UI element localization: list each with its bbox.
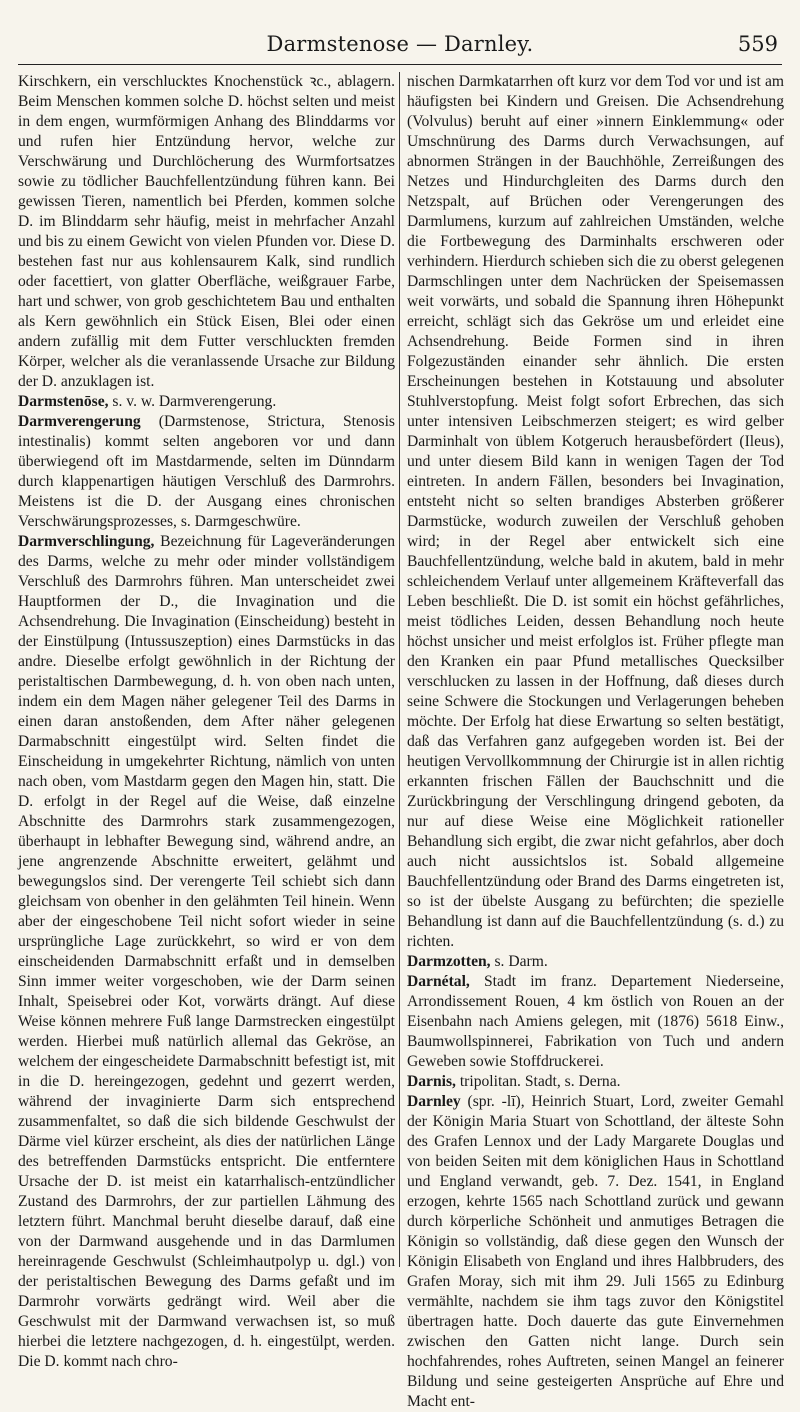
entry-text: tripolitan. Stadt, s. Derna. (455, 1073, 621, 1090)
entry-darmverengerung (18, 412, 395, 532)
column-divider (399, 72, 400, 1267)
entry-darnetal (407, 972, 784, 1072)
page-header (18, 30, 782, 65)
entry-text: Stadt im franz. Departement Niederseine, Arrondissement Rouen, 4 km östlich von Rouen an der Eisenbahn nach Amiens gelegen, mit (1876) 5618 Einw., Baumwollspinnerei, Fabrikation von Tuch und andern Geweben sowie Stoffdruckerei. (407, 973, 784, 1070)
entry-lemma: Darnétal, (407, 973, 470, 990)
entry-lemma: Darmzotten, (407, 953, 491, 970)
entry-text: s. v. w. Darmverengerung. (108, 393, 277, 410)
paragraph-continuation: nischen Darmkatarrhen oft kurz vor dem Tod vor und ist am häufigsten bei Kindern und Greisen. Die Achsendrehung (Volvulus) beruht auf einer »innern Einklemmung« oder Umschnürung des Darms durch Verwachsungen, auf abnormen Strängen in der Bauchhöhle, Zerreißungen des Netzes und Hindurchgleiten des Darms durch den Netzspalt, auf Brüchen oder Verengerungen des Darmlumens, kurzum auf zahlreichen Umständen, welche die Fortbewegung des Darminhalts erschweren oder verhindern. Hierdurch schieben sich die zu oberst gelegenen Darmschlingen unter dem Nachrücken der Speisemassen weit vorwärts, und sobald die Spannung ihren Höhepunkt erreicht, schlägt sich das Gekröse um und erleidet eine Achsendrehung. Beide Formen sind in ihren Folgezuständen einander sehr ähnlich. Die ersten Erscheinungen bestehen in Kotstauung und absoluter Stuhlverstopfung. Meist folgt sofort Erbrechen, das sich unter intensiven Leibschmerzen steigert; es wird gelber Darminhalt von üblem Kotgeruch herausbefördert (Ileus), und unter diesem Bild kann in wenigen Tagen der Tod eintreten. In andern Fällen, besonders bei Invagination, entsteht nicht so selten brandiges Absterben größerer Darmstücke, wodurch zuweilen der Verschluß gehoben wird; in der Regel aber entwickelt sich eine Bauchfellentzündung, welche bald in akutem, bald in mehr schleichendem Verlauf unter allgemeinem Kräfteverfall das Leben beschließt. Die D. ist somit ein höchst gefährliches, meist tödliches Leiden, dessen Behandlung noch heute höchst unsicher und meist erfolglos ist. Früher pflegte man den Kranken ein paar Pfund metallisches Quecksilber verschlucken zu lassen in der Hoffnung, daß dieses durch seine Schwere die Stockungen und Verlagerungen beheben möchte. Der Erfolg hat diese Erwartung so selten bestätigt, daß das Verfahren ganz aufgegeben worden ist. Bei der heutigen Vervollkommnung der Chirurgie ist in allen richtig erkannten frischen Fällen der Bauchschnitt und die Zurückbringung der Verschlingung dringend geboten, da nur auf diese Weise eine Möglichkeit rationeller Behandlung sich ergibt, die zwar nicht gefahrlos, aber doch auch nicht aussichtslos ist. Sobald allgemeine Bauchfellentzündung oder Brand des Darms eingetreten ist, so ist der übelste Ausgang zu befürchten; die spezielle Behandlung ist dann auf die Bauchfellentzündung (s. d.) zu richten. (407, 73, 784, 950)
entry-lemma: Darmverengerung (18, 413, 141, 430)
running-title: Darmstenose — Darnley. (266, 32, 534, 56)
entry-lemma: Darnley (407, 1093, 461, 1110)
entry-text: (spr. -lī), Heinrich Stuart, Lord, zweiter Gemahl der Königin Maria Stuart von Schottland, der älteste Sohn des Grafen Lennox und der Lady Margarete Douglas und von beiden Seiten mit dem königlichen Haus in Schottland und England verwandt, geb. 7. Dez. 1541, in England erzogen, kehrte 1565 nach Schottland zurück und gewann durch körperliche Schönheit und anmutiges Betragen die Königin so vollständig, daß diese gegen den Wunsch der Königin Elisabeth von England und ihres Halbbruders, des Grafen Moray, sich mit ihm 29. Juli 1565 zu Edinburg vermählte, nachdem sie ihm tags zuvor den Königstitel übertragen hatte. Doch dauerte das gute Einvernehmen zwischen den Gatten nicht lange. Durch sein hochfahrendes, rohes Auftreten, seinen Mangel an feinerer Bildung und seine gesteigerten Ansprüche auf Ehre und Macht ent- (407, 1093, 784, 1410)
right-column (407, 72, 784, 1410)
entry-lemma: Darmverschlingung, (18, 533, 155, 550)
entry-darmstenose (18, 392, 395, 412)
entry-darmzotten (407, 952, 784, 972)
entry-lemma: Darmstenōse, (18, 393, 109, 410)
paragraph-continuation: Kirschkern, ein verschlucktes Knochenstück ꝛc., ablagern. Beim Menschen kommen solche D. höchst selten und meist in dem engen, wurmförmigen Anhang des Blinddarms vor und rufen hier Entzündung hervor, welche zur Verschwärung und Durchlöcherung des Wurmfortsatzes sowie zu tödlicher Bauchfellentzündung führen kann. Bei gewissen Tieren, namentlich bei Pferden, kommen solche D. im Blinddarm sehr häufig, meist in mehrfacher Anzahl und bis zu einem Gewicht von vielen Pfunden vor. Diese D. bestehen fast nur aus kohlensaurem Kalk, sind rundlich oder facettiert, von glatter Oberfläche, weißgrauer Farbe, hart und schwer, von grob geschichtetem Bau und enthalten als Kern gewöhnlich ein Stück Eisen, Blei oder einen andern zufällig mit dem Futter verschluckten fremden Körper, welcher als die veranlassende Ursache zur Bildung der D. anzuklagen ist. (18, 73, 395, 390)
entry-darnley (407, 1092, 784, 1412)
page-number: 559 (737, 32, 778, 56)
entry-text: Bezeichnung für Lageveränderungen des Darms, welche zu mehr oder minder vollständigem Verschluß des Darmrohrs führen. Man unterscheidet zwei Hauptformen der D., die Invagination und die Achsendrehung. Die Invagination (Einscheidung) besteht in der Einstülpung (Intussuszeption) eines Darmstücks in das andre. Dieselbe erfolgt gewöhnlich in der Richtung der peristaltischen Darmbewegung, d. h. von oben nach unten, indem ein dem Magen näher gelegener Teil des Darms in einen daran anstoßenden, dem After näher gelegenen Darmabschnitt eingestülpt wird. Selten findet die Einscheidung in umgekehrter Richtung, nämlich von unten nach oben, vom Mastdarm gegen den Magen hin, statt. Die D. erfolgt in der Regel auf die Weise, daß einzelne Abschnitte des Darmrohrs stark zusammengezogen, überhaupt in lebhafter Bewegung sind, während andre, an jene angrenzende Abschnitte erweitert, gelähmt und bewegungslos sind. Der verengerte Teil schiebt sich dann gleichsam von obenher in den gelähmten Teil hinein. Wenn aber der eingeschobene Teil nicht sofort wieder in seine ursprüngliche Lage zurückkehrt, so wird er von dem einscheidenden Darmabschnitt erfaßt und in demselben Sinn immer weiter vorgeschoben, wie der Darm seinen Inhalt, Speisebrei oder Kot, vorwärts drängt. Auf diese Weise können mehrere Fuß lange Darmstrecken eingestülpt werden. Hierbei muß natürlich allemal das Gekröse, an welchem der eingescheidete Darmabschnitt befestigt ist, mit in die D. hereingezogen, gedehnt und gezerrt werden, während der invaginierte Darm sich entsprechend zusammenfaltet, so daß die sich bildende Geschwulst der Därme viel kürzer erscheint, als dies der natürlichen Länge des betreffenden Darmstücks entspricht. Die entferntere Ursache der D. ist meist ein katarrhalisch-entzündlicher Zustand des Darmrohrs, der zur partiellen Lähmung des letztern führt. Manchmal beruht dieselbe darauf, daß eine von der Darmwand ausgehende und in das Darmlumen hereinragende Geschwulst (Schleimhautpolyp u. dgl.) von der peristaltischen Bewegung des Darms gefaßt und im Darmrohr vorwärts gedrängt wird. Weil aber die Geschwulst mit der Darmwand verwachsen ist, so muß hierbei die letztere nachgezogen, d. h. eingestülpt, werden. Die D. kommt nach chro- (18, 533, 395, 1370)
entry-text: (Darmstenose, Strictura, Stenosis intestinalis) kommt selten angeboren vor und dann überwiegend oft im Mastdarmende, selten im Dünndarm durch klappenartigen häutigen Verschluß des Darmrohrs. Meistens ist die D. der Ausgang eines chronischen Verschwärungsprozesses, s. Darmgeschwüre. (18, 413, 395, 530)
entry-darnis (407, 1072, 784, 1092)
entry-text: s. Darm. (490, 953, 548, 970)
entry-darmverschlingung (18, 532, 395, 1372)
entry-lemma: Darnis, (407, 1073, 456, 1090)
left-column (18, 72, 395, 1370)
